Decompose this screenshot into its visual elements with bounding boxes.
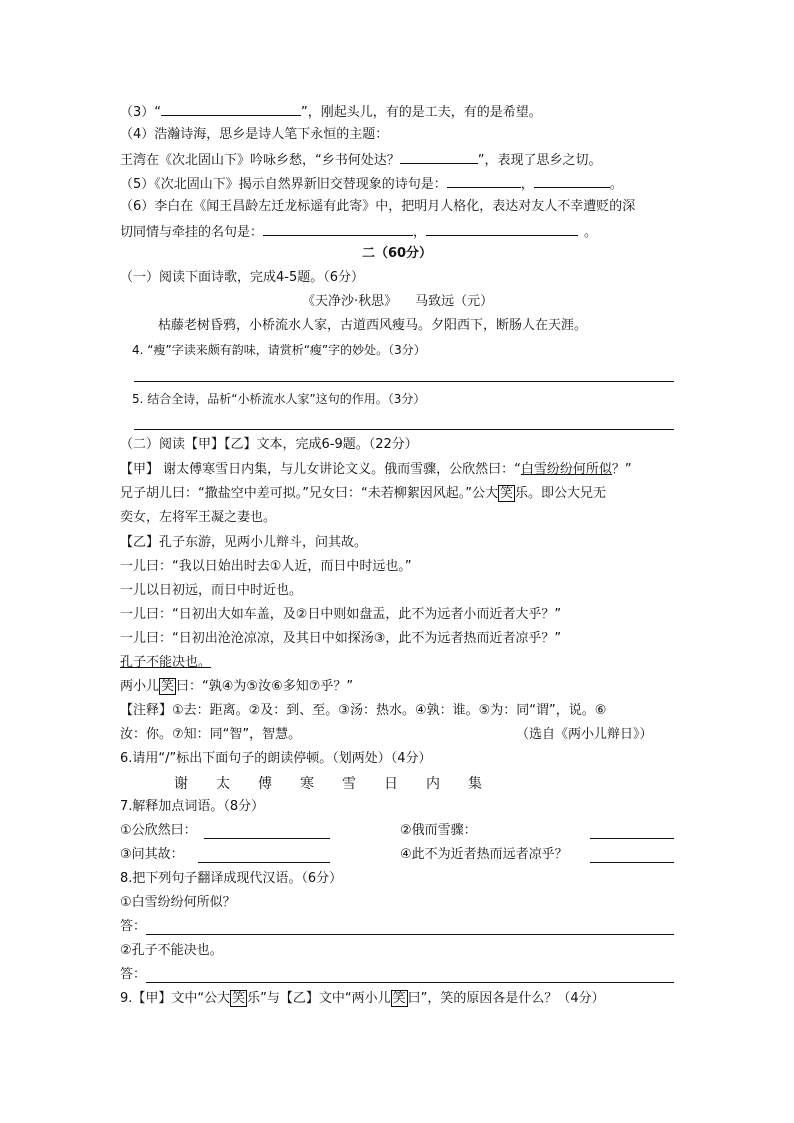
text-jia-line-1 (120, 461, 632, 479)
q8-sentence-1: ①白雪纷纷何所似？ (120, 895, 236, 910)
q1-5-prefix: （5）《次北固山下》揭示自然界新旧交替现象的诗句是： (120, 177, 447, 192)
text-jia-1-b: ？” (611, 462, 632, 477)
q1-4-line (120, 150, 602, 170)
q1-5-blank-1[interactable] (447, 174, 521, 188)
boxed-char: 笑 (392, 991, 406, 1006)
boxed-char: 笑 (499, 486, 513, 501)
text-yi-line-7 (120, 678, 353, 696)
question-4-answer-line[interactable] (134, 381, 674, 382)
q1-3-prefix: （3）“ (120, 105, 162, 120)
text-yi-line-3: 一儿以日初远，而日中时近也。 (120, 583, 303, 598)
notes-line-2: 汝：你。⑦知：同“智”，智慧。 (120, 727, 302, 742)
text-yi-line-4: 一儿曰：“日初出大如车盖，及②日中则如盘盂，此不为远者小而近者大乎？” (120, 607, 562, 622)
q9-a: 9.【甲】文中“公大 (120, 991, 231, 1006)
q1-6-line1: （6）李白在《闻王昌龄左迁龙标遥有此寄》中，把明月人格化，表达对友人不幸遭贬的深 (120, 199, 636, 214)
text-yi-line-1: 【乙】孔子东游，见两小儿辩斗，问其故。 (120, 535, 368, 550)
q7-item-2: ②俄而雪骤： (400, 823, 477, 838)
q8-answer-label-1: 答： (120, 919, 147, 934)
q1-4-suffix: ”，表现了思乡之切。 (477, 153, 602, 168)
question-6: 6.请用“/”标出下面句子的朗读停顿。（划两处）（4分） (120, 751, 432, 766)
notes-source: （选自《两小儿辩日》） (516, 727, 653, 742)
question-4: 4. “瘦”字读来颇有韵味，请赏析“瘦”字的妙处。（3分） (132, 343, 426, 357)
part-2-header: （二）阅读【甲】【乙】文本，完成6-9题。（22分） (120, 437, 418, 452)
poem-text: 枯藤老树昏鸦，小桥流水人家，古道西风瘦马。夕阳西下，断肠人在天涯。 (158, 318, 588, 333)
question-5-answer-line[interactable] (134, 429, 674, 430)
text-jia-underlined: 白雪纷纷何所似 (520, 462, 612, 477)
text-jia-line-2 (120, 485, 606, 503)
pause-char: 集 (468, 776, 482, 792)
text-jia-1-a: 【甲】 谢太傅寒雪日内集，与儿女讲论文义。俄而雪骤，公欣然曰：“ (120, 462, 521, 477)
q7-item-4: ④此不为近者热而远者凉乎？ (400, 847, 568, 862)
q7-item-3-blank[interactable] (198, 862, 330, 863)
question-9 (120, 990, 605, 1008)
poem-heading (302, 293, 493, 311)
q8-answer-line-2[interactable] (146, 982, 674, 983)
text-jia-2-b: 乐。即公大兄无 (514, 486, 606, 501)
text-jia-line-3: 奕女，左将军王凝之妻也。 (120, 510, 277, 525)
question-8: 8.把下列句子翻译成现代汉语。（6分） (120, 871, 343, 886)
q7-item-2-blank[interactable] (590, 838, 674, 839)
q7-item-4-blank[interactable] (590, 862, 674, 863)
q1-4-intro: （4）浩瀚诗海，思乡是诗人笔下永恒的主题： (120, 127, 389, 142)
pause-char: 寒 (300, 776, 314, 792)
q1-6-blank-1[interactable] (263, 222, 413, 236)
poem-title: 《天净沙·秋思》 (302, 294, 398, 309)
text-jia-2-a: 兄子胡儿曰：“撒盐空中差可拟。”兄女曰：“未若柳絮因风起。”公大 (120, 486, 498, 501)
q8-answer-line-1[interactable] (146, 934, 674, 935)
q1-4-prefix: 王湾在《次北固山下》吟咏乡愁，“乡书何处达？ (120, 153, 400, 168)
q1-5-blank-2[interactable] (534, 174, 610, 188)
q1-6-prefix: 切同情与牵挂的名句是： (120, 225, 264, 240)
section-2-title: 二（60分） (361, 246, 433, 261)
pause-char: 傅 (258, 776, 272, 792)
q1-4-blank[interactable] (400, 150, 478, 164)
q1-5-sep: ， (520, 177, 534, 192)
q7-item-3: ③问其故： (120, 847, 184, 862)
text-yi-line-6: 孔子不能决也。 (120, 655, 212, 670)
q1-6-sep: ， (413, 225, 427, 240)
question-7: 7.解释加点词语。（8分） (120, 799, 265, 814)
boxed-char: 笑 (161, 679, 175, 694)
pause-char: 雪 (342, 776, 356, 792)
q1-6-end: 。 (584, 225, 598, 240)
q7-item-1: ①公欣然曰： (120, 823, 197, 838)
q8-answer-label-2: 答： (120, 967, 147, 982)
q9-c: 曰”，笑的原因各是什么？（4分） (407, 991, 605, 1006)
pause-char: 内 (426, 776, 440, 792)
q1-6-line2 (120, 222, 597, 242)
part-1-header: （一）阅读下面诗歌，完成4-5题。（6分） (120, 270, 365, 285)
pause-char: 日 (384, 776, 398, 792)
pause-char: 谢 (174, 776, 188, 792)
q1-6-blank-2[interactable] (426, 222, 578, 236)
q1-3-suffix: ”，刚起头儿，有的是工夫，有的是希望。 (301, 105, 542, 120)
text-yi-line-2: 一儿曰：“我以日始出时去①人近，而日中时远也。” (120, 559, 412, 574)
q8-sentence-2: ②孔子不能决也。 (120, 943, 223, 958)
q7-item-1-blank[interactable] (204, 838, 330, 839)
text-yi-7-b: 曰：“孰④为⑤汝⑥多知⑦乎？” (176, 679, 354, 694)
q1-3-line (120, 102, 542, 122)
notes-line-1: 【注释】①去：距离。②及：到、至。③汤：热水。④孰：谁。⑤为：同“谓”，说。⑥ (120, 703, 607, 718)
pause-char: 太 (216, 776, 230, 792)
q1-5-line (120, 174, 623, 194)
text-yi-line-5: 一儿曰：“日初出沧沧凉凉，及其日中如探汤③，此不为远者热而近者凉乎？” (120, 631, 562, 646)
pause-sentence[interactable] (174, 775, 510, 793)
boxed-char: 笑 (232, 991, 246, 1006)
q9-b: 乐”与【乙】文中“两小儿 (247, 991, 391, 1006)
text-yi-7-a: 两小儿 (120, 679, 160, 694)
q1-5-end: 。 (609, 177, 623, 192)
q1-3-blank[interactable] (161, 102, 301, 116)
question-5: 5. 结合全诗，品析“小桥流水人家”这句的作用。（3分） (132, 392, 426, 406)
poem-author: 马致远（元） (415, 294, 494, 309)
